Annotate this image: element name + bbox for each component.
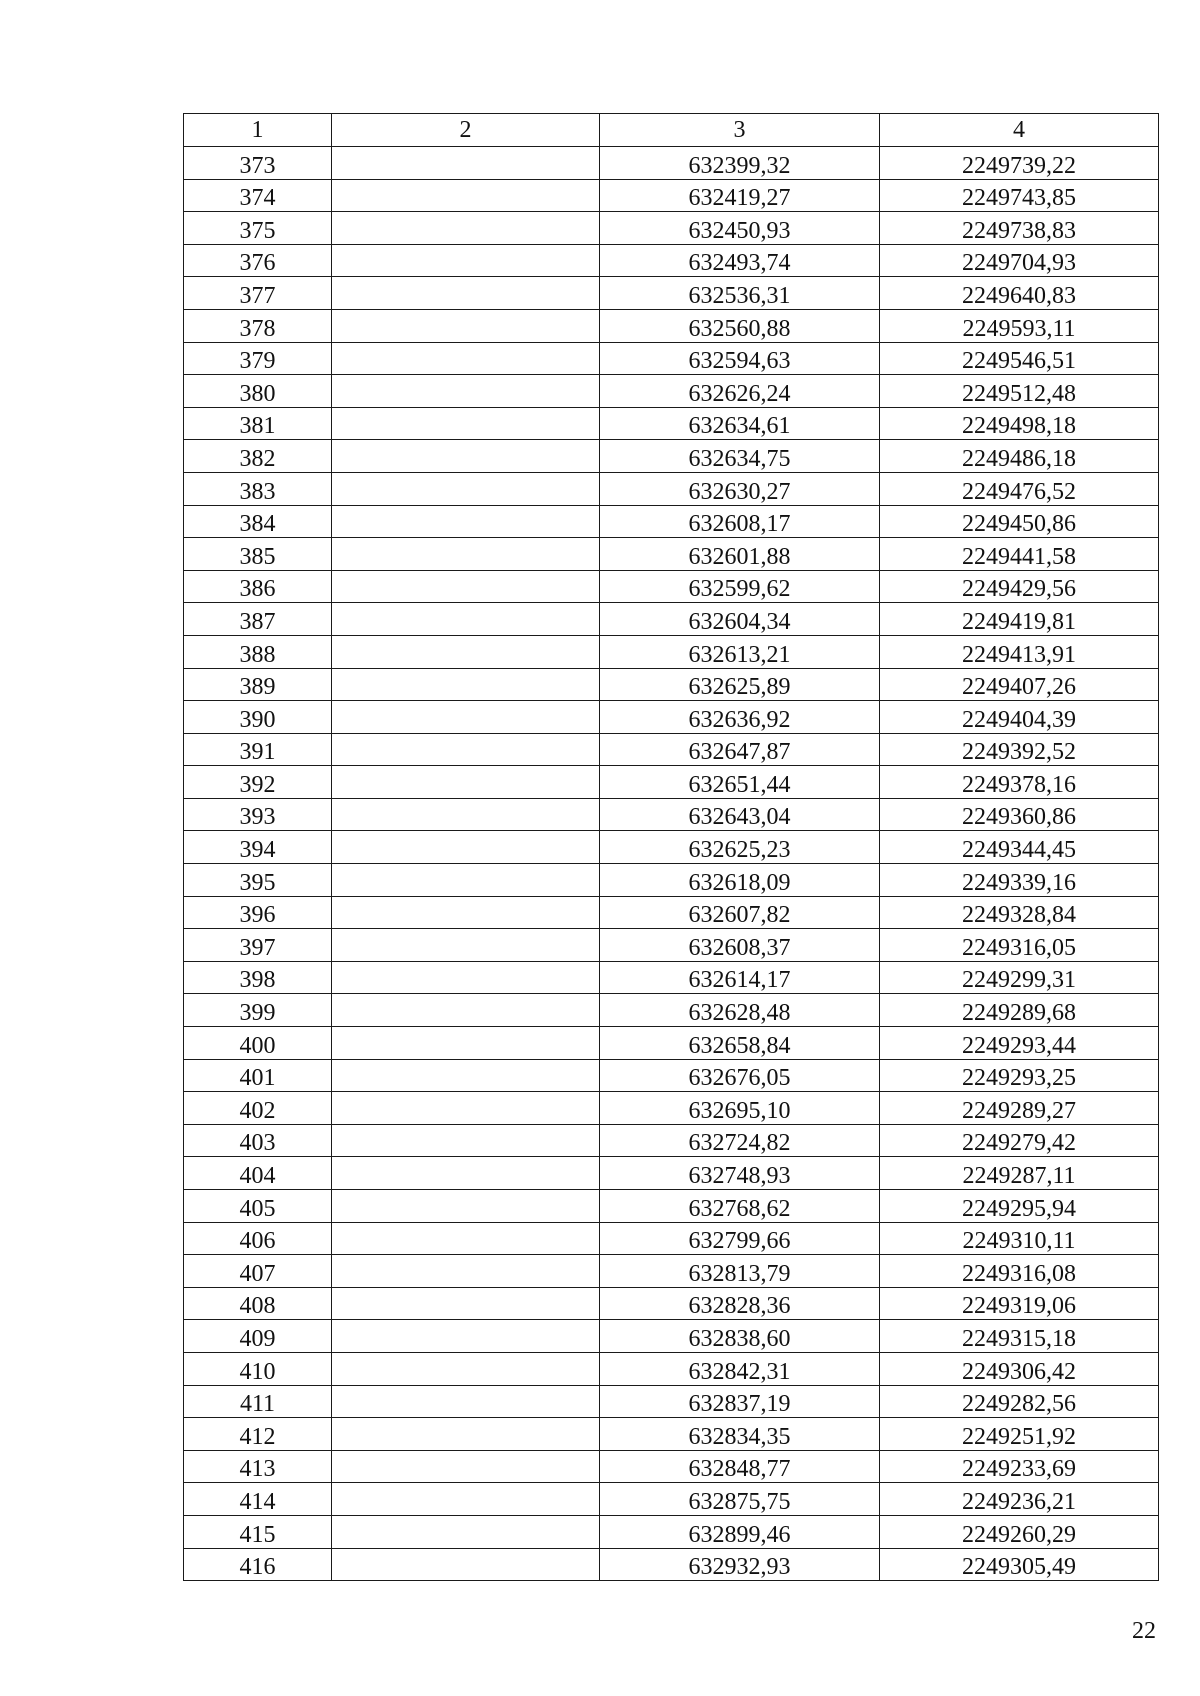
y-coordinate-cell: 2249738,83 bbox=[880, 212, 1159, 245]
x-coordinate-cell: 632875,75 bbox=[600, 1483, 880, 1516]
x-coordinate-cell: 632594,63 bbox=[600, 342, 880, 375]
description-cell bbox=[332, 1059, 600, 1092]
table-row bbox=[184, 864, 1159, 897]
y-coordinate-cell: 2249279,42 bbox=[880, 1124, 1159, 1157]
description-cell bbox=[332, 701, 600, 734]
y-coordinate-cell: 2249289,27 bbox=[880, 1092, 1159, 1125]
description-cell bbox=[332, 1418, 600, 1451]
x-coordinate-cell: 632419,27 bbox=[600, 179, 880, 212]
column-header: 3 bbox=[600, 114, 880, 147]
point-number-cell: 386 bbox=[184, 570, 332, 603]
description-cell bbox=[332, 277, 600, 310]
point-number-cell: 393 bbox=[184, 798, 332, 831]
description-cell bbox=[332, 1092, 600, 1125]
y-coordinate-cell: 2249306,42 bbox=[880, 1352, 1159, 1385]
table-row bbox=[184, 733, 1159, 766]
y-coordinate-cell: 2249486,18 bbox=[880, 440, 1159, 473]
point-number-cell: 388 bbox=[184, 635, 332, 668]
x-coordinate-cell: 632834,35 bbox=[600, 1418, 880, 1451]
y-coordinate-cell: 2249310,11 bbox=[880, 1222, 1159, 1255]
column-header: 1 bbox=[184, 114, 332, 147]
table-row bbox=[184, 668, 1159, 701]
x-coordinate-cell: 632613,21 bbox=[600, 635, 880, 668]
table-row bbox=[184, 1483, 1159, 1516]
x-coordinate-cell: 632748,93 bbox=[600, 1157, 880, 1190]
description-cell bbox=[332, 1320, 600, 1353]
x-coordinate-cell: 632848,77 bbox=[600, 1450, 880, 1483]
y-coordinate-cell: 2249392,52 bbox=[880, 733, 1159, 766]
table-row bbox=[184, 1222, 1159, 1255]
table-row bbox=[184, 1287, 1159, 1320]
description-cell bbox=[332, 603, 600, 636]
description-cell bbox=[332, 342, 600, 375]
x-coordinate-cell: 632724,82 bbox=[600, 1124, 880, 1157]
table-body bbox=[184, 147, 1159, 1581]
point-number-cell: 389 bbox=[184, 668, 332, 701]
x-coordinate-cell: 632601,88 bbox=[600, 538, 880, 571]
table-row bbox=[184, 603, 1159, 636]
description-cell bbox=[332, 1483, 600, 1516]
x-coordinate-cell: 632647,87 bbox=[600, 733, 880, 766]
x-coordinate-cell: 632608,37 bbox=[600, 929, 880, 962]
description-cell bbox=[332, 1352, 600, 1385]
point-number-cell: 379 bbox=[184, 342, 332, 375]
point-number-cell: 385 bbox=[184, 538, 332, 571]
description-cell bbox=[332, 896, 600, 929]
description-cell bbox=[332, 1222, 600, 1255]
table-header bbox=[184, 114, 1159, 147]
table-row bbox=[184, 179, 1159, 212]
x-coordinate-cell: 632626,24 bbox=[600, 375, 880, 408]
y-coordinate-cell: 2249640,83 bbox=[880, 277, 1159, 310]
description-cell bbox=[332, 505, 600, 538]
point-number-cell: 383 bbox=[184, 472, 332, 505]
x-coordinate-cell: 632618,09 bbox=[600, 864, 880, 897]
table-row bbox=[184, 570, 1159, 603]
point-number-cell: 390 bbox=[184, 701, 332, 734]
description-cell bbox=[332, 635, 600, 668]
x-coordinate-cell: 632634,61 bbox=[600, 407, 880, 440]
table-row bbox=[184, 277, 1159, 310]
description-cell bbox=[332, 1255, 600, 1288]
table-row bbox=[184, 635, 1159, 668]
description-cell bbox=[332, 733, 600, 766]
point-number-cell: 381 bbox=[184, 407, 332, 440]
y-coordinate-cell: 2249360,86 bbox=[880, 798, 1159, 831]
point-number-cell: 378 bbox=[184, 309, 332, 342]
x-coordinate-cell: 632560,88 bbox=[600, 309, 880, 342]
description-cell bbox=[332, 407, 600, 440]
y-coordinate-cell: 2249419,81 bbox=[880, 603, 1159, 636]
column-header: 4 bbox=[880, 114, 1159, 147]
table-row bbox=[184, 342, 1159, 375]
description-cell bbox=[332, 994, 600, 1027]
y-coordinate-cell: 2249743,85 bbox=[880, 179, 1159, 212]
point-number-cell: 412 bbox=[184, 1418, 332, 1451]
description-cell bbox=[332, 309, 600, 342]
point-number-cell: 391 bbox=[184, 733, 332, 766]
y-coordinate-cell: 2249316,05 bbox=[880, 929, 1159, 962]
table-row bbox=[184, 1418, 1159, 1451]
y-coordinate-cell: 2249378,16 bbox=[880, 766, 1159, 799]
y-coordinate-cell: 2249546,51 bbox=[880, 342, 1159, 375]
description-cell bbox=[332, 831, 600, 864]
point-number-cell: 403 bbox=[184, 1124, 332, 1157]
y-coordinate-cell: 2249512,48 bbox=[880, 375, 1159, 408]
point-number-cell: 414 bbox=[184, 1483, 332, 1516]
y-coordinate-cell: 2249739,22 bbox=[880, 147, 1159, 180]
x-coordinate-cell: 632399,32 bbox=[600, 147, 880, 180]
description-cell bbox=[332, 1190, 600, 1223]
y-coordinate-cell: 2249289,68 bbox=[880, 994, 1159, 1027]
page-number: 22 bbox=[1132, 1618, 1156, 1644]
point-number-cell: 398 bbox=[184, 961, 332, 994]
y-coordinate-cell: 2249260,29 bbox=[880, 1515, 1159, 1548]
x-coordinate-cell: 632614,17 bbox=[600, 961, 880, 994]
description-cell bbox=[332, 798, 600, 831]
table-row bbox=[184, 538, 1159, 571]
point-number-cell: 400 bbox=[184, 1027, 332, 1060]
point-number-cell: 395 bbox=[184, 864, 332, 897]
table-row bbox=[184, 1027, 1159, 1060]
x-coordinate-cell: 632493,74 bbox=[600, 244, 880, 277]
y-coordinate-cell: 2249413,91 bbox=[880, 635, 1159, 668]
y-coordinate-cell: 2249305,49 bbox=[880, 1548, 1159, 1581]
x-coordinate-cell: 632628,48 bbox=[600, 994, 880, 1027]
point-number-cell: 384 bbox=[184, 505, 332, 538]
point-number-cell: 375 bbox=[184, 212, 332, 245]
point-number-cell: 392 bbox=[184, 766, 332, 799]
table-row bbox=[184, 798, 1159, 831]
point-number-cell: 405 bbox=[184, 1190, 332, 1223]
table-row bbox=[184, 1515, 1159, 1548]
y-coordinate-cell: 2249450,86 bbox=[880, 505, 1159, 538]
x-coordinate-cell: 632932,93 bbox=[600, 1548, 880, 1581]
x-coordinate-cell: 632651,44 bbox=[600, 766, 880, 799]
table-row bbox=[184, 440, 1159, 473]
x-coordinate-cell: 632536,31 bbox=[600, 277, 880, 310]
x-coordinate-cell: 632625,23 bbox=[600, 831, 880, 864]
description-cell bbox=[332, 472, 600, 505]
table-row bbox=[184, 407, 1159, 440]
table-row bbox=[184, 505, 1159, 538]
point-number-cell: 377 bbox=[184, 277, 332, 310]
x-coordinate-cell: 632695,10 bbox=[600, 1092, 880, 1125]
point-number-cell: 402 bbox=[184, 1092, 332, 1125]
description-cell bbox=[332, 961, 600, 994]
x-coordinate-cell: 632828,36 bbox=[600, 1287, 880, 1320]
table-row bbox=[184, 1320, 1159, 1353]
table-row bbox=[184, 701, 1159, 734]
point-number-cell: 397 bbox=[184, 929, 332, 962]
y-coordinate-cell: 2249282,56 bbox=[880, 1385, 1159, 1418]
x-coordinate-cell: 632450,93 bbox=[600, 212, 880, 245]
y-coordinate-cell: 2249441,58 bbox=[880, 538, 1159, 571]
y-coordinate-cell: 2249319,06 bbox=[880, 1287, 1159, 1320]
y-coordinate-cell: 2249295,94 bbox=[880, 1190, 1159, 1223]
description-cell bbox=[332, 668, 600, 701]
table-row bbox=[184, 1548, 1159, 1581]
x-coordinate-cell: 632813,79 bbox=[600, 1255, 880, 1288]
point-number-cell: 380 bbox=[184, 375, 332, 408]
table-row bbox=[184, 309, 1159, 342]
x-coordinate-cell: 632634,75 bbox=[600, 440, 880, 473]
x-coordinate-cell: 632837,19 bbox=[600, 1385, 880, 1418]
point-number-cell: 382 bbox=[184, 440, 332, 473]
description-cell bbox=[332, 1548, 600, 1581]
table-row bbox=[184, 831, 1159, 864]
y-coordinate-cell: 2249339,16 bbox=[880, 864, 1159, 897]
y-coordinate-cell: 2249407,26 bbox=[880, 668, 1159, 701]
coordinates-table bbox=[183, 113, 1159, 1581]
y-coordinate-cell: 2249315,18 bbox=[880, 1320, 1159, 1353]
table-row bbox=[184, 1352, 1159, 1385]
x-coordinate-cell: 632799,66 bbox=[600, 1222, 880, 1255]
point-number-cell: 394 bbox=[184, 831, 332, 864]
x-coordinate-cell: 632768,62 bbox=[600, 1190, 880, 1223]
description-cell bbox=[332, 212, 600, 245]
table-row bbox=[184, 896, 1159, 929]
table-row bbox=[184, 929, 1159, 962]
table-row bbox=[184, 212, 1159, 245]
y-coordinate-cell: 2249293,44 bbox=[880, 1027, 1159, 1060]
table-row bbox=[184, 1385, 1159, 1418]
description-cell bbox=[332, 1515, 600, 1548]
description-cell bbox=[332, 1027, 600, 1060]
description-cell bbox=[332, 538, 600, 571]
table-row bbox=[184, 1092, 1159, 1125]
table-row bbox=[184, 1450, 1159, 1483]
table-row bbox=[184, 147, 1159, 180]
point-number-cell: 409 bbox=[184, 1320, 332, 1353]
point-number-cell: 376 bbox=[184, 244, 332, 277]
description-cell bbox=[332, 1450, 600, 1483]
column-header: 2 bbox=[332, 114, 600, 147]
table-row bbox=[184, 1124, 1159, 1157]
point-number-cell: 416 bbox=[184, 1548, 332, 1581]
description-cell bbox=[332, 1157, 600, 1190]
y-coordinate-cell: 2249429,56 bbox=[880, 570, 1159, 603]
point-number-cell: 404 bbox=[184, 1157, 332, 1190]
y-coordinate-cell: 2249498,18 bbox=[880, 407, 1159, 440]
x-coordinate-cell: 632607,82 bbox=[600, 896, 880, 929]
x-coordinate-cell: 632842,31 bbox=[600, 1352, 880, 1385]
table-row bbox=[184, 994, 1159, 1027]
point-number-cell: 374 bbox=[184, 179, 332, 212]
description-cell bbox=[332, 929, 600, 962]
x-coordinate-cell: 632658,84 bbox=[600, 1027, 880, 1060]
y-coordinate-cell: 2249316,08 bbox=[880, 1255, 1159, 1288]
y-coordinate-cell: 2249476,52 bbox=[880, 472, 1159, 505]
point-number-cell: 415 bbox=[184, 1515, 332, 1548]
y-coordinate-cell: 2249233,69 bbox=[880, 1450, 1159, 1483]
y-coordinate-cell: 2249593,11 bbox=[880, 309, 1159, 342]
x-coordinate-cell: 632636,92 bbox=[600, 701, 880, 734]
y-coordinate-cell: 2249404,39 bbox=[880, 701, 1159, 734]
table-row bbox=[184, 1157, 1159, 1190]
table-row bbox=[184, 472, 1159, 505]
description-cell bbox=[332, 1385, 600, 1418]
description-cell bbox=[332, 1124, 600, 1157]
table-row bbox=[184, 375, 1159, 408]
description-cell bbox=[332, 1287, 600, 1320]
description-cell bbox=[332, 570, 600, 603]
point-number-cell: 408 bbox=[184, 1287, 332, 1320]
point-number-cell: 373 bbox=[184, 147, 332, 180]
table-row bbox=[184, 1059, 1159, 1092]
x-coordinate-cell: 632838,60 bbox=[600, 1320, 880, 1353]
y-coordinate-cell: 2249344,45 bbox=[880, 831, 1159, 864]
point-number-cell: 410 bbox=[184, 1352, 332, 1385]
x-coordinate-cell: 632630,27 bbox=[600, 472, 880, 505]
description-cell bbox=[332, 375, 600, 408]
y-coordinate-cell: 2249704,93 bbox=[880, 244, 1159, 277]
description-cell bbox=[332, 864, 600, 897]
x-coordinate-cell: 632899,46 bbox=[600, 1515, 880, 1548]
description-cell bbox=[332, 147, 600, 180]
table-row bbox=[184, 1190, 1159, 1223]
point-number-cell: 396 bbox=[184, 896, 332, 929]
y-coordinate-cell: 2249299,31 bbox=[880, 961, 1159, 994]
point-number-cell: 413 bbox=[184, 1450, 332, 1483]
description-cell bbox=[332, 440, 600, 473]
x-coordinate-cell: 632625,89 bbox=[600, 668, 880, 701]
y-coordinate-cell: 2249236,21 bbox=[880, 1483, 1159, 1516]
x-coordinate-cell: 632604,34 bbox=[600, 603, 880, 636]
table-row bbox=[184, 961, 1159, 994]
x-coordinate-cell: 632599,62 bbox=[600, 570, 880, 603]
x-coordinate-cell: 632643,04 bbox=[600, 798, 880, 831]
y-coordinate-cell: 2249251,92 bbox=[880, 1418, 1159, 1451]
header-row bbox=[184, 114, 1159, 147]
y-coordinate-cell: 2249293,25 bbox=[880, 1059, 1159, 1092]
point-number-cell: 399 bbox=[184, 994, 332, 1027]
description-cell bbox=[332, 766, 600, 799]
y-coordinate-cell: 2249328,84 bbox=[880, 896, 1159, 929]
point-number-cell: 387 bbox=[184, 603, 332, 636]
table-row bbox=[184, 1255, 1159, 1288]
point-number-cell: 401 bbox=[184, 1059, 332, 1092]
point-number-cell: 406 bbox=[184, 1222, 332, 1255]
table-row bbox=[184, 244, 1159, 277]
point-number-cell: 411 bbox=[184, 1385, 332, 1418]
table-row bbox=[184, 766, 1159, 799]
point-number-cell: 407 bbox=[184, 1255, 332, 1288]
x-coordinate-cell: 632676,05 bbox=[600, 1059, 880, 1092]
description-cell bbox=[332, 179, 600, 212]
description-cell bbox=[332, 244, 600, 277]
y-coordinate-cell: 2249287,11 bbox=[880, 1157, 1159, 1190]
x-coordinate-cell: 632608,17 bbox=[600, 505, 880, 538]
